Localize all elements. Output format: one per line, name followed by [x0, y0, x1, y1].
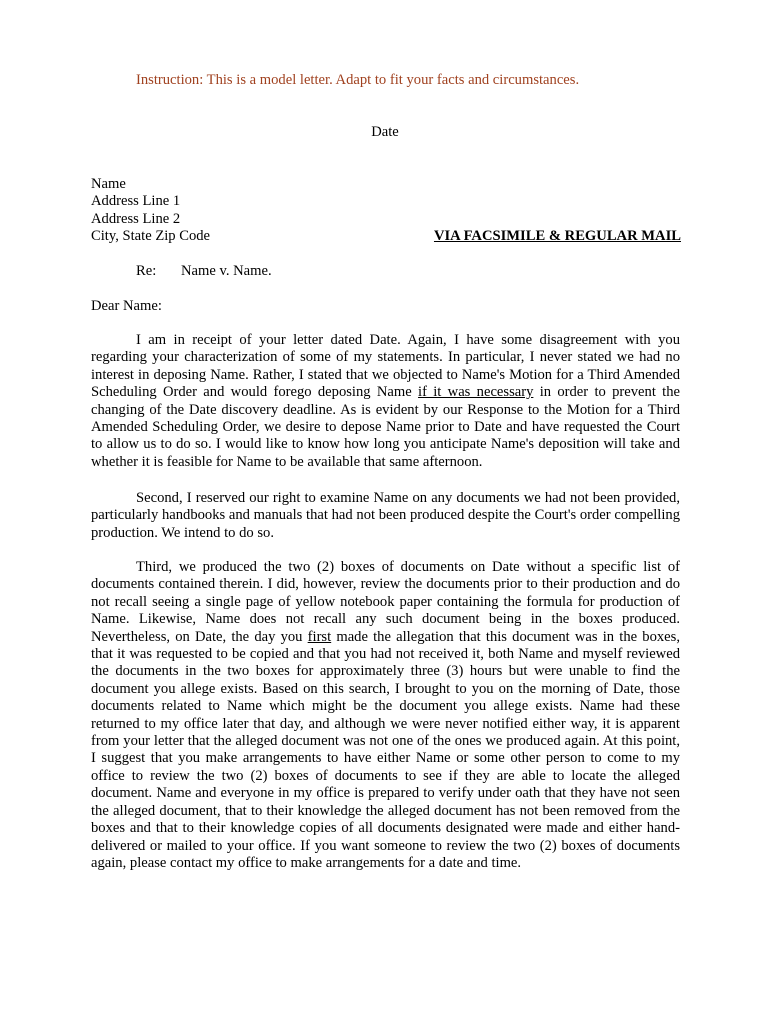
body-paragraph-3 [91, 559, 680, 872]
letter-date: Date [371, 124, 399, 140]
paragraph-1-underlined: if it was necessary [418, 384, 534, 401]
re-label: Re: [136, 263, 157, 279]
paragraph-3-text-b: made the allegation that this document was in the boxes, that it was requested to be copied and that you had not received it, both Name and myself reviewed the documents in the two boxes for approximately three (3) hours but were unable to find the document you allege exists. Based on this search, I brought to you on the morning of Date, those documents related to Name which might be the document you allege exists. Name had these returned to my office later that day, and although we were never notified either way, it is apparent from your letter that the alleged document was not one of the ones we produced again. At this point, I suggest that you make arrangements to have either Name or some other person to come to my office to review the two (2) boxes of documents to see if they are able to locate the alleged document. Name and everyone in my office is prepared to verify under oath that they have not seen the alleged document, that to their knowledge the alleged document has not been removed from the boxes and that to their knowledge copies of all documents designated were made and either hand-delivered or mailed to your office. If you want someone to review the two (2) boxes of documents again, please contact my office to make arrangements for a date and time. [91, 628, 680, 871]
body-paragraph-2 [91, 490, 680, 542]
city-state-zip: City, State Zip Code [91, 228, 211, 245]
instruction-note: Instruction: This is a model letter. Adapt to fit your facts and circumstances. [136, 72, 580, 88]
re-subject: Name v. Name. [181, 263, 272, 279]
paragraph-3-underlined: first [307, 628, 332, 645]
paragraph-3-text-a: Third, we produced the two (2) boxes of documents on Date without a specific list of documents contained therein. I did, however, review the documents prior to their production and do not recall seeing a single page of yellow notebook paper containing the formula for production of Name. Likewise, Name does not recall any such document being in the boxes produced. Nevertheless, on Date, the day you [91, 559, 680, 645]
paragraph-2-text: Second, I reserved our right to examine Name on any documents we had not been provided, particularly handbooks and manuals that had not been produced despite the Court's order compelling production. We intend to do so. [91, 490, 680, 541]
recipient-address-block [91, 176, 681, 246]
paragraph-1-text-a: I am in receipt of your letter dated Date. Again, I have some disagreement with you regarding your characterization of some of my statements. In particular, I never stated we had no interest in deposing Name. Rather, I stated that we objected to Name's Motion for a Third Amended Scheduling Order and would forego deposing Name [91, 332, 680, 401]
delivery-method: VIA FACSIMILE & REGULAR MAIL [433, 228, 681, 245]
paragraph-1-text-b: in order to prevent the changing of the Date discovery deadline. As is evident by our Response to the Motion for a Third Amended Scheduling Order, we desire to depose Name prior to Date and have requested the Court to allow us to do so. I would like to know how long you anticipate Name's deposition will take and whether it is feasible for Name to be available that same afternoon. [91, 384, 681, 470]
salutation: Dear Name: [91, 298, 162, 314]
city-state-zip-row [91, 228, 681, 245]
address-line-2: Address Line 2 [91, 210, 181, 227]
re-line [136, 263, 272, 280]
recipient-name: Name [91, 176, 126, 192]
body-paragraph-1 [91, 332, 680, 471]
address-line-1: Address Line 1 [91, 193, 181, 210]
